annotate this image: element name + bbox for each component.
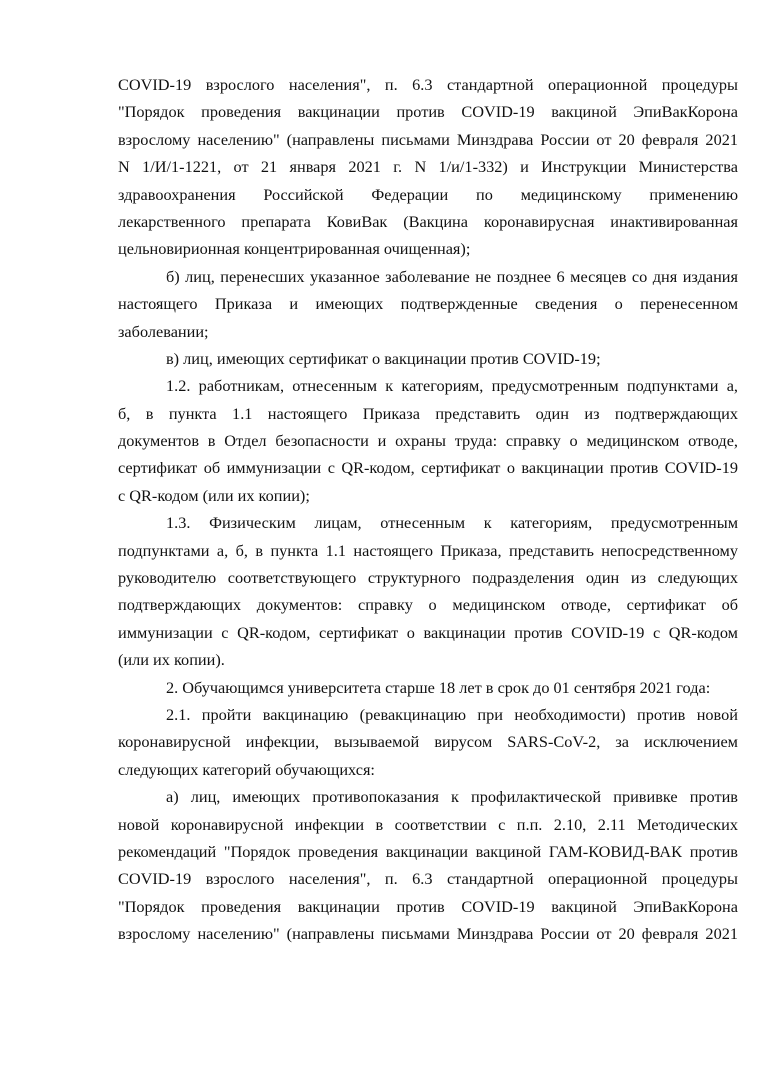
text-line: б, в пункта 1.1 настоящего Приказа представить один из подтверждающих [118,403,738,423]
text-line: с QR-кодом (или их копии); [118,485,310,505]
text-line: сертификат об иммунизации с QR-кодом, сертификат о вакцинации против COVID-19 [118,458,738,478]
text-line: руководителю соответствующего структурного подразделения один из следующих [118,568,738,588]
text-line: 2.1. пройти вакцинацию (ревакцинацию при необходимости) против новой [166,704,738,724]
text-line: коронавирусной инфекции, вызываемой вирусом SARS-CoV-2, за исключением [118,732,738,752]
text-line: 1.3. Физическим лицам, отнесенным к категориям, предусмотренным [166,513,738,533]
text-line: рекомендаций "Порядок проведения вакцинации вакциной ГАМ-КОВИД-ВАК против [118,841,738,861]
text-line: "Порядок проведения вакцинации против COVID-19 вакциной ЭпиВакКорона [118,102,738,122]
text-line: COVID-19 взрослого населения", п. 6.3 стандартной операционной процедуры [118,75,738,94]
text-line: б) лиц, перенесших указанное заболевание не позднее 6 месяцев со дня издания [166,266,738,286]
text-line: взрослому населению" (направлены письмами Минздрава России от 20 февраля 2021 [118,924,738,944]
text-line: заболевании; [118,321,209,341]
text-line: 2. Обучающимся университета старше 18 лет в срок до 01 сентября 2021 года: [166,677,711,697]
text-line: здравоохранения Российской Федерации по медицинскому применению [118,184,738,204]
text-line: COVID-19 взрослого населения", п. 6.3 стандартной операционной процедуры [118,869,738,889]
text-line: 1.2. работникам, отнесенным к категориям, предусмотренным подпунктами а, [166,376,738,396]
text-line: следующих категорий обучающихся: [118,759,375,779]
text-line: иммунизации с QR-кодом, сертификат о вакцинации против COVID-19 с QR-кодом [118,622,738,642]
text-line: лекарственного препарата КовиВак (Вакцина коронавирусная инактивированная [118,211,738,231]
text-line: взрослому населению" (направлены письмами Минздрава России от 20 февраля 2021 [118,129,738,149]
text-line: "Порядок проведения вакцинации против COVID-19 вакциной ЭпиВакКорона [118,896,738,916]
text-line: а) лиц, имеющих противопоказания к профилактической прививке против [166,787,738,807]
text-line: в) лиц, имеющих сертификат о вакцинации против COVID-19; [166,348,601,368]
text-line: N 1/И/1-1221, от 21 января 2021 г. N 1/и/1-332) и Инструкции Министерства [118,157,738,177]
text-line: документов в Отдел безопасности и охраны труда: справку о медицинском отводе, [118,431,738,451]
document-page [118,71,738,948]
text-line: новой коронавирусной инфекции в соответствии с п.п. 2.10, 2.11 Методических [118,814,738,834]
text-line: подпунктами а, б, в пункта 1.1 настоящего Приказа, представить непосредственному [118,540,738,560]
text-line: цельновирионная концентрированная очищенная); [118,239,471,259]
text-line: подтверждающих документов: справку о медицинском отводе, сертификат об [118,595,738,615]
text-line: настоящего Приказа и имеющих подтвержденные сведения о перенесенном [118,294,738,314]
text-line: (или их копии). [118,650,225,670]
